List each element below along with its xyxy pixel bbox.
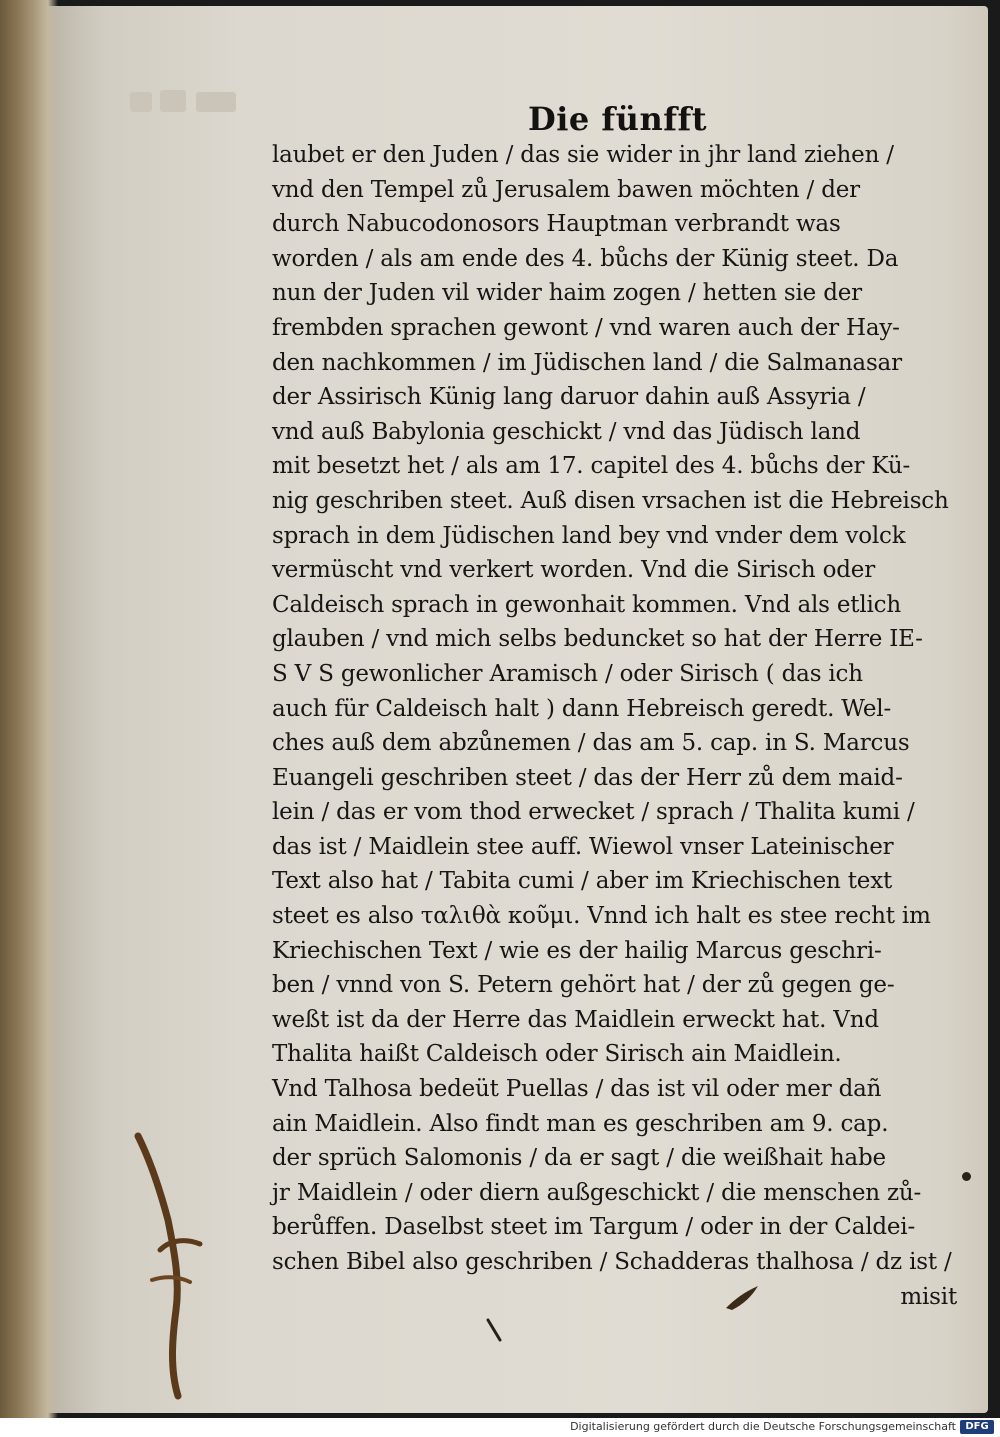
handwritten-ink-mark [130, 1130, 210, 1400]
text-line: schen Bibel also geschriben / Schadderas thalhosa / dz ist / [272, 1249, 952, 1275]
text-line: lein / das er vom thod erwecket / sprach / Thalita kumi / [272, 799, 915, 826]
text-line: ben / vnnd von S. Petern gehört hat / der zů gegen ge- [272, 972, 895, 999]
text-line: sprach in dem Jüdischen land bey vnd vnder dem volck [272, 522, 906, 549]
text-line: frembden sprachen gewont / vnd waren auch der Hay- [272, 314, 900, 341]
ink-smudge [722, 1282, 762, 1312]
text-line: durch Nabucodonosors Hauptman verbrandt was [272, 211, 841, 238]
catchword: misit [900, 1283, 957, 1310]
text-line: weßt ist da der Herre das Maidlein erweckt hat. Vnd [272, 1006, 879, 1033]
text-line: Caldeisch sprach in gewonhait kommen. Vnd als etlich [272, 591, 901, 618]
text-line: auch für Caldeisch halt ) dann Hebreisch geredt. Wel- [272, 695, 892, 722]
text-line: glauben / vnd mich selbs beduncket so hat der Herre IE- [272, 626, 923, 653]
text-line: S V S gewonlicher Aramisch / oder Sirisch ( das ich [272, 660, 863, 687]
text-line: Text also hat / Tabita cumi / aber im Kriechischen text [272, 868, 893, 895]
text-line: ain Maidlein. Also findt man es geschriben am 9. cap. [272, 1110, 889, 1137]
text-line: vnd den Tempel zů Jerusalem bawen möchten / der [272, 176, 860, 203]
text-line: nig geschriben steet. Auß disen vrsachen ist die Hebreisch [272, 487, 949, 514]
text-line: Vnd Talhosa bedeüt Puellas / das ist vil oder mer dañ [272, 1076, 882, 1103]
text-line: Kriechischen Text / wie es der hailig Marcus geschri- [272, 937, 882, 964]
digitization-credit: Digitalisierung gefördert durch die Deutsche Forschungsgemeinschaft [570, 1420, 956, 1433]
text-line: Thalita haißt Caldeisch oder Sirisch ain Maidlein. [272, 1041, 842, 1068]
text-line: berůffen. Daselbst steet im Targum / oder in der Caldei- [272, 1214, 916, 1241]
dfg-logo: DFG [960, 1420, 994, 1434]
text-line: ches auß dem abzůnemen / das am 5. cap. in S. Marcus [272, 730, 910, 757]
footer-bar [0, 1418, 1000, 1437]
running-head: Die fünfft [528, 100, 708, 138]
text-line: vermüscht vnd verkert worden. Vnd die Sirisch oder [272, 557, 876, 584]
text-line: worden / als am ende des 4. bůchs der Künig steet. Da [272, 245, 899, 272]
text-line: nun der Juden vil wider haim zogen / hetten sie der [272, 280, 862, 307]
show-through-text [126, 84, 246, 120]
text-line: mit besetzt het / als am 17. capitel des 4. bůchs der Kü- [272, 453, 911, 480]
text-line: Euangeli geschriben steet / das der Herr zů dem maid- [272, 764, 903, 791]
body-text [272, 138, 967, 1314]
margin-ink-dot [962, 1172, 971, 1181]
text-line: den nachkommen / im Jüdischen land / die Salmanasar [272, 349, 902, 376]
text-line: vnd auß Babylonia geschickt / vnd das Jüdisch land [272, 418, 861, 445]
text-line: der Assirisch Künig lang daruor dahin auß Assyria / [272, 384, 866, 411]
ink-smudge [484, 1318, 504, 1344]
text-line: laubet er den Juden / das sie wider in jhr land ziehen / [272, 142, 894, 168]
text-line: der sprüch Salomonis / da er sagt / die weißhait habe [272, 1145, 886, 1172]
page-binding-edge [0, 0, 58, 1418]
text-line: das ist / Maidlein stee auff. Wiewol vnser Lateinischer [272, 833, 894, 860]
text-line: steet es also ταλιθὰ κοῦμι. Vnnd ich halt es stee recht im [272, 903, 931, 930]
text-line: jr Maidlein / oder diern außgeschickt / die menschen zů- [272, 1179, 922, 1206]
